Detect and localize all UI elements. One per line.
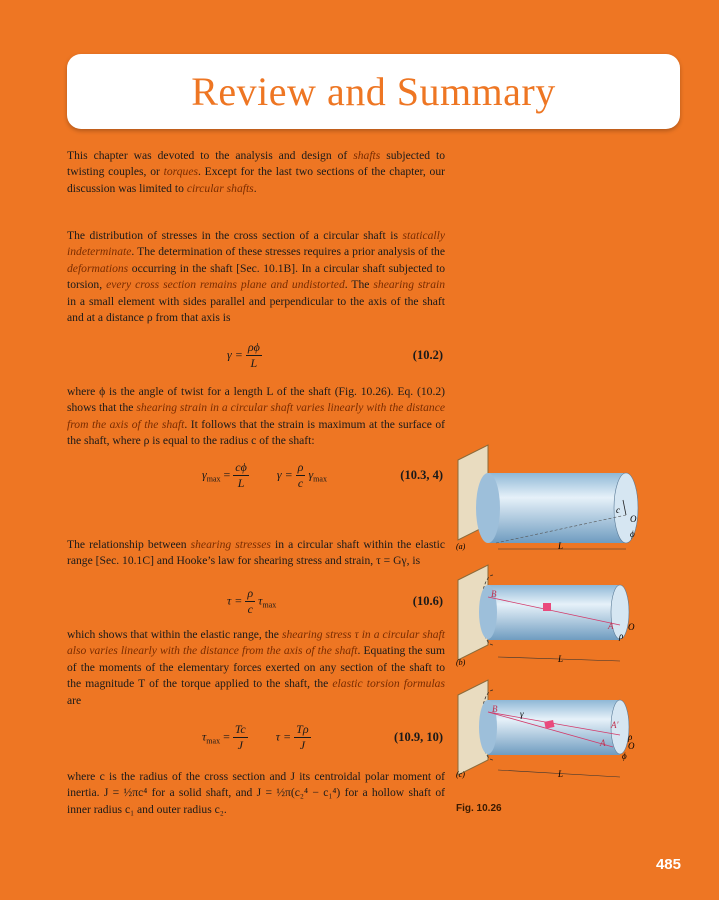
equation-10-2 <box>67 336 445 376</box>
text-run: which shows that within the elastic range, the <box>67 628 282 641</box>
text-run: subjected to twisting couples, or <box>67 149 445 179</box>
panel-label-b: (b) <box>456 658 466 667</box>
eq-fraction: $\frac{c\phi}{L}$ <box>235 460 247 490</box>
label-B-b: B <box>491 589 497 599</box>
label-O: O <box>630 514 637 524</box>
eq-fraction: $\frac{\rho}{c}$ <box>297 460 304 490</box>
emphasis-text: torques <box>163 165 198 179</box>
text-run: in a small element with sides parallel and perpendicular to the axis of the shaft and at a distance ρ from that axis is <box>67 294 445 325</box>
label-B-c: B <box>492 704 498 714</box>
text-run: . Except for the last two sections of the chapter, our discussion was limited to <box>67 165 446 195</box>
label-O-c: O <box>628 741 635 751</box>
text-run: The relationship between <box>67 538 191 551</box>
page-number: 485 <box>655 856 681 873</box>
paragraph-polar-moment <box>67 769 445 818</box>
text-run: where c is the radius of the cross section and J its centroidal polar moment of inertia. J = ½πc⁴ for a solid shaft, and J = ½π(c₂⁴ − c₁⁴) for a hollow shaft of inner radius c₁ and outer radius c₂. <box>67 770 445 816</box>
paragraph-shearing-stress <box>67 627 445 709</box>
label-O-b: O <box>628 622 635 632</box>
paragraph-intro <box>67 148 445 197</box>
equation-number: (10.9, 10) <box>394 730 443 744</box>
text-run: . <box>253 181 257 195</box>
panel-label-c: (c) <box>456 770 465 779</box>
eq-fraction: $\frac{T\rho}{J}$ <box>296 722 309 752</box>
equation-number: (10.2) <box>412 348 443 362</box>
panel-label-a: (a) <box>456 542 466 551</box>
label-A-prime: A′ <box>611 720 619 730</box>
equation-10-3-4: $\gamma_{max}$ = $\frac{c\phi}{L}$ γ = $\frac{\rho}{c}$ $\gamma_{max}$ (10.3, 4) <box>202 460 443 490</box>
text-run: The distribution of stresses in the cross section of a circular shaft is <box>67 229 403 242</box>
text-run: occurring in the shaft [Sec. 10.1B]. In a circular shaft subjected to torsion, <box>67 261 445 292</box>
eq-fraction: $\frac{\rho}{c}$ <box>247 586 254 616</box>
label-c: c <box>616 505 620 515</box>
title-banner <box>67 54 680 129</box>
paragraph-hookes-law <box>67 537 445 570</box>
label-L-b: L <box>558 654 564 664</box>
label-phi: ϕ <box>630 529 635 539</box>
emphasis-text: deformations <box>67 261 129 275</box>
paragraph-angle-of-twist <box>67 384 445 450</box>
label-rho-c: ρ <box>628 732 633 742</box>
emphasis-text: circular shafts <box>186 181 254 195</box>
label-L-a: L <box>558 541 564 551</box>
label-A-c: A <box>600 738 606 748</box>
text-run: . It follows that the strain is maximum at the surface of the shaft, where ρ is equal to the radius c of the shaft: <box>67 417 445 448</box>
eq-fraction: $\frac{\rho\phi}{L}$ <box>247 340 260 370</box>
text-run: . The <box>344 278 374 292</box>
emphasis-text: elastic torsion formulas <box>332 677 445 691</box>
emphasis-text: shearing strain in a circular shaft varies linearly with the distance from the axis of the shaft <box>67 401 446 431</box>
panel-b <box>456 565 635 667</box>
label-A-b: A <box>608 621 614 631</box>
emphasis-text: shafts <box>353 149 381 162</box>
panel-c <box>456 680 635 779</box>
emphasis-text: every cross section remains plane and undistorted <box>106 278 345 292</box>
equation-10-9-10: $\tau_{max}$ = $\frac{Tc}{J}$ τ = $\frac{T\rho}{J}$ (10.9, 10) <box>202 722 443 752</box>
text-run: This chapter was devoted to the analysis and design of <box>67 149 354 162</box>
paragraph-stress-distribution <box>67 228 445 326</box>
equation-10-6: τ = $\frac{\rho}{c}$ $\tau_{max}$ (10.6) <box>227 586 443 616</box>
figure-shaft-torsion <box>448 425 648 785</box>
label-gamma: γ <box>520 709 524 719</box>
emphasis-text: shearing stresses <box>190 538 271 551</box>
text-run: . Equating the sum of the moments of the elementary forces exerted on any section of the shaft to the magnitude T of the torque applied to the shaft, the <box>67 644 445 691</box>
text-run: are <box>67 693 82 707</box>
text-run: . The determination of these stresses requires a prior analysis of the <box>131 245 445 259</box>
panel-a <box>456 445 638 551</box>
eq-lhs: γ = <box>227 347 243 362</box>
emphasis-text: statically indeterminate <box>67 229 445 259</box>
page-title: Review and Summary <box>191 69 556 114</box>
equation-number: (10.3, 4) <box>400 468 443 482</box>
emphasis-text: shearing stress τ in a circular shaft also varies linearly with the distance from the axis of the shaft <box>67 628 445 658</box>
text-run: where ϕ is the angle of twist for a length L of the shaft (Fig. 10.26). Eq. (10.2) shows that the <box>67 385 445 415</box>
emphasis-text: shearing strain <box>373 278 446 292</box>
label-L-c: L <box>558 769 564 779</box>
label-rho-b: ρ <box>619 631 624 641</box>
equation-number: (10.6) <box>412 594 443 608</box>
text-run: in a circular shaft within the elastic range [Sec. 10.1C] and Hooke’s law for shearing stress and strain, τ = Gγ, is <box>67 538 445 568</box>
figure-caption: Fig. 10.26 <box>456 803 502 814</box>
eq-fraction: $\frac{Tc}{J}$ <box>234 722 246 752</box>
label-phi-c: ϕ <box>622 751 627 761</box>
